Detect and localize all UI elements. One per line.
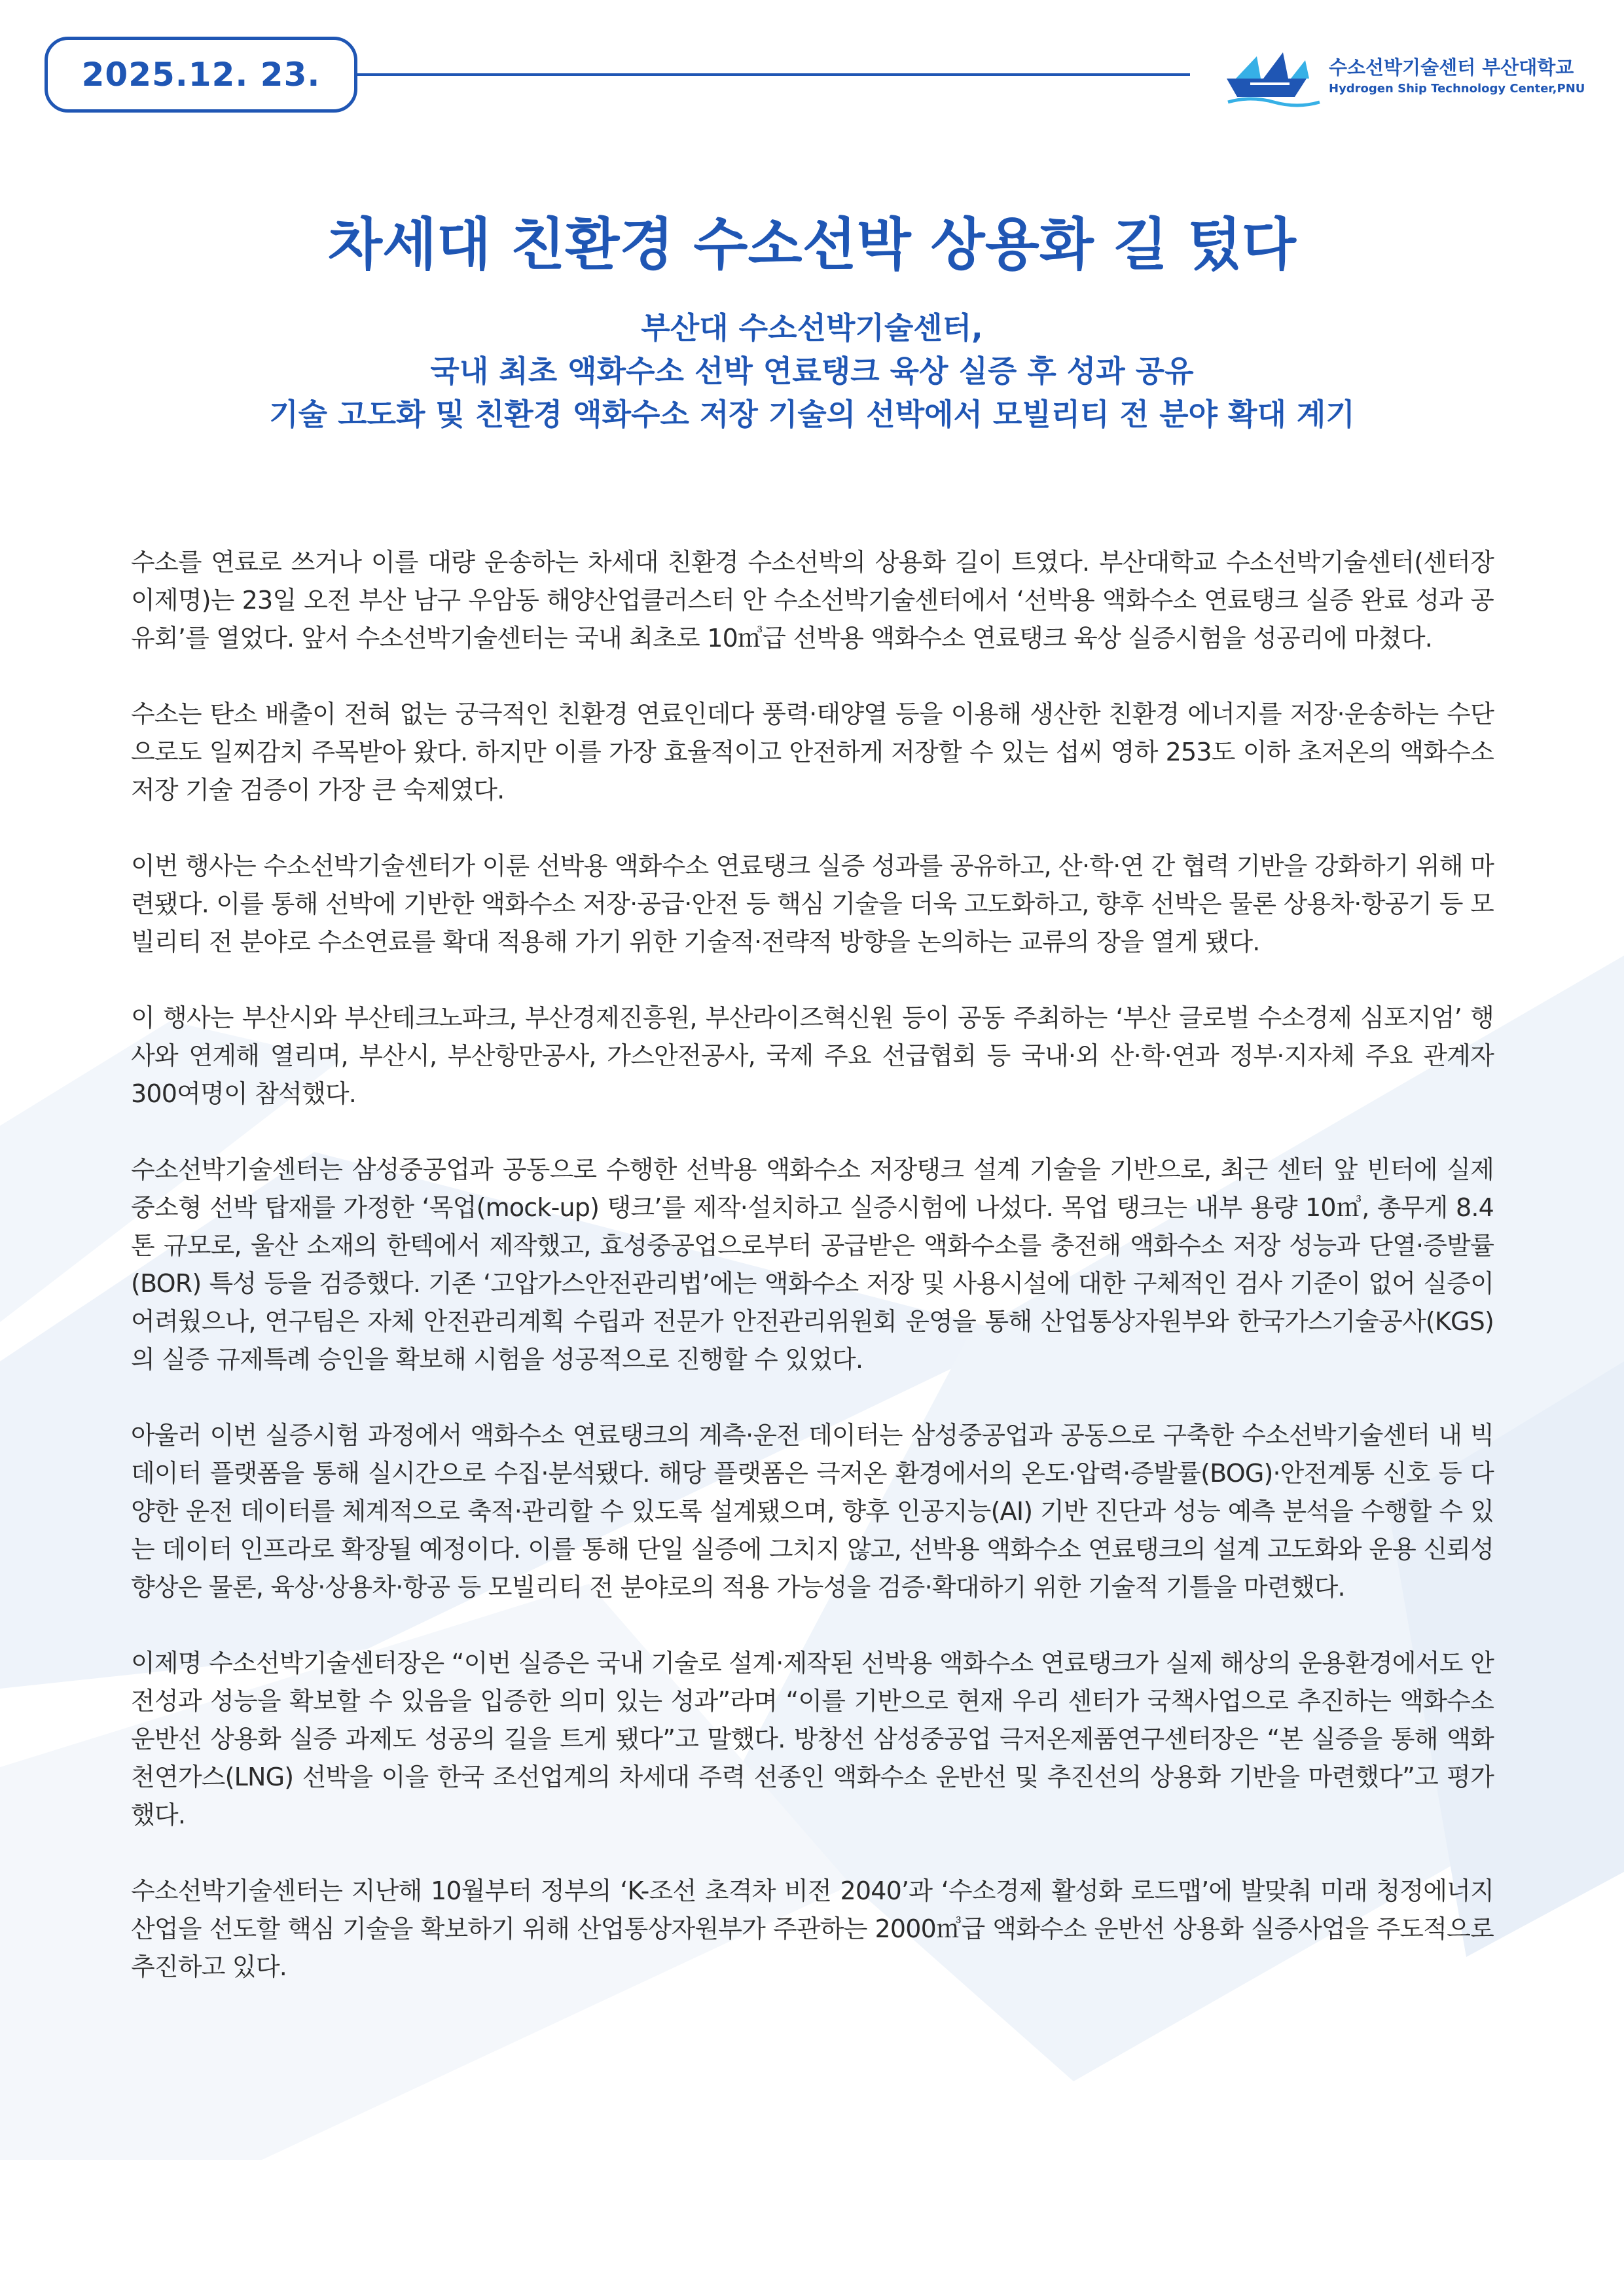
article-paragraph: 수소는 탄소 배출이 전혀 없는 궁극적인 친환경 연료인데다 풍력·태양열 등을 이용해 생산한 친환경 에너지를 저장·운송하는 수단으로도 일찌감치 주목받아 왔다. 하지만 이를 가장 효율적이고 안전하게 저장할 수 있는 섭씨 영하 253도 이하 초저온의 액화수소 저장 기술 검증이 가장 큰 숙제였다. [131, 700, 1494, 804]
subheadline [0, 306, 1624, 436]
headline: 차세대 친환경 수소선박 상용화 길 텄다 [328, 212, 1296, 278]
date-badge: 2025.12. 23. [45, 37, 357, 113]
article-paragraph: 이번 행사는 수소선박기술센터가 이룬 선박용 액화수소 연료탱크 실증 성과를 공유하고, 산·학·연 간 협력 기반을 강화하기 위해 마련됐다. 이를 통해 선박에 기반한 액화수소 저장·공급·안전 등 핵심 기술을 더욱 고도화하고, 향후 선박은 물론 상용차·항공기 등 모빌리티 전 분야로 수소연료를 확대 적용해 가기 위한 기술적·전략적 방향을 논의하는 교류의 장을 열게 됐다. [131, 852, 1494, 956]
logo-ship-icon [1224, 50, 1322, 109]
subheadline-line: 부산대 수소선박기술센터, [641, 310, 983, 346]
article-paragraph: 이 행사는 부산시와 부산테크노파크, 부산경제진흥원, 부산라이즈혁신원 등이 공동 주최하는 ‘부산 글로벌 수소경제 심포지엄’ 행사와 연계해 열리며, 부산시, 부산항만공사, 가스안전공사, 국제 주요 선급협회 등 국내·외 산·학·연과 정부·지자체 주요 관계자 300여명이 참석했다. [131, 1003, 1494, 1108]
article-body [131, 543, 1494, 2024]
logo-text-block [1329, 55, 1604, 98]
article-paragraph: 수소를 연료로 쓰거나 이를 대량 운송하는 차세대 친환경 수소선박의 상용화 길이 트였다. 부산대학교 수소선박기술센터(센터장 이제명)는 23일 오전 부산 남구 우암동 해양산업클러스터 안 수소선박기술센터에서 ‘선박용 액화수소 연료탱크 실증 완료 성과 공유회’를 열었다. 앞서 수소선박기술센터는 국내 최초로 10㎥급 선박용 액화수소 연료탱크 육상 실증시험을 성공리에 마쳤다. [131, 548, 1494, 653]
header-divider [357, 73, 1190, 76]
article-paragraph: 수소선박기술센터는 지난해 10월부터 정부의 ‘K-조선 초격차 비전 2040’과 ‘수소경제 활성화 로드맵’에 발맞춰 미래 청정에너지 산업을 선도할 핵심 기술을 확보하기 위해 산업통상자원부가 주관하는 2000㎥급 액화수소 운반선 상용화 실증사업을 주도적으로 추진하고 있다. [131, 1876, 1494, 1981]
article-paragraph: 아울러 이번 실증시험 과정에서 액화수소 연료탱크의 계측·운전 데이터는 삼성중공업과 공동으로 구축한 수소선박기술센터 내 빅데이터 플랫폼을 통해 실시간으로 수집·분석됐다. 해당 플랫폼은 극저온 환경에서의 온도·압력·증발률(BOG)·안전계통 신호 등 다양한 운전 데이터를 체계적으로 축적·관리할 수 있도록 설계됐으며, 향후 인공지능(AI) 기반 진단과 성능 예측 분석을 수행할 수 있는 데이터 인프라로 확장될 예정이다. 이를 통해 단일 실증에 그치지 않고, 선박용 액화수소 연료탱크의 설계 고도화와 운용 신뢰성 향상은 물론, 육상·상용차·항공 등 모빌리티 전 분야로의 적용 가능성을 검증·확대하기 위한 기술적 기틀을 마련했다. [131, 1421, 1494, 1602]
subheadline-line: 국내 최초 액화수소 선박 연료탱크 육상 실증 후 성과 공유 [430, 353, 1194, 389]
subheadline-line: 기술 고도화 및 친환경 액화수소 저장 기술의 선박에서 모빌리티 전 분야 확대 계기 [269, 397, 1355, 432]
article-paragraph: 이제명 수소선박기술센터장은 “이번 실증은 국내 기술로 설계·제작된 선박용 액화수소 연료탱크가 실제 해상의 운용환경에서도 안전성과 성능을 확보할 수 있음을 입증한 의미 있는 성과”라며 “이를 기반으로 현재 우리 센터가 국책사업으로 추진하는 액화수소 운반선 상용화 실증 과제도 성공의 길을 트게 됐다”고 말했다. 방창선 삼성중공업 극저온제품연구센터장은 “본 실증을 통해 액화천연가스(LNG) 선박을 이을 한국 조선업계의 차세대 주력 선종인 액화수소 운반선 및 추진선의 상용화 기반을 마련했다”고 평가했다. [131, 1649, 1494, 1829]
logo-english-name: Hydrogen Ship Technology Center,PNU [1329, 82, 1585, 96]
page-header [0, 0, 1624, 131]
logo-korean-name: 수소선박기술센터 부산대학교 [1329, 56, 1574, 79]
article-paragraph: 수소선박기술센터는 삼성중공업과 공동으로 수행한 선박용 액화수소 저장탱크 설계 기술을 기반으로, 최근 센터 앞 빈터에 실제 중소형 선박 탑재를 가정한 ‘목업(mock-up) 탱크’를 제작·설치하고 실증시험에 나섰다. 목업 탱크는 내부 용량 10㎥, 총무게 8.4톤 규모로, 울산 소재의 한텍에서 제작했고, 효성중공업으로부터 공급받은 액화수소를 충전해 액화수소 저장 성능과 단열·증발률(BOR) 특성 등을 검증했다. 기존 ‘고압가스안전관리법’에는 액화수소 저장 및 사용시설에 대한 구체적인 검사 기준이 없어 실증이 어려웠으나, 연구팀은 자체 안전관리계획 수립과 전문가 안전관리위원회 운영을 통해 산업통상자원부와 한국가스기술공사(KGS)의 실증 규제특례 승인을 확보해 시험을 성공적으로 진행할 수 있었다. [131, 1155, 1494, 1374]
